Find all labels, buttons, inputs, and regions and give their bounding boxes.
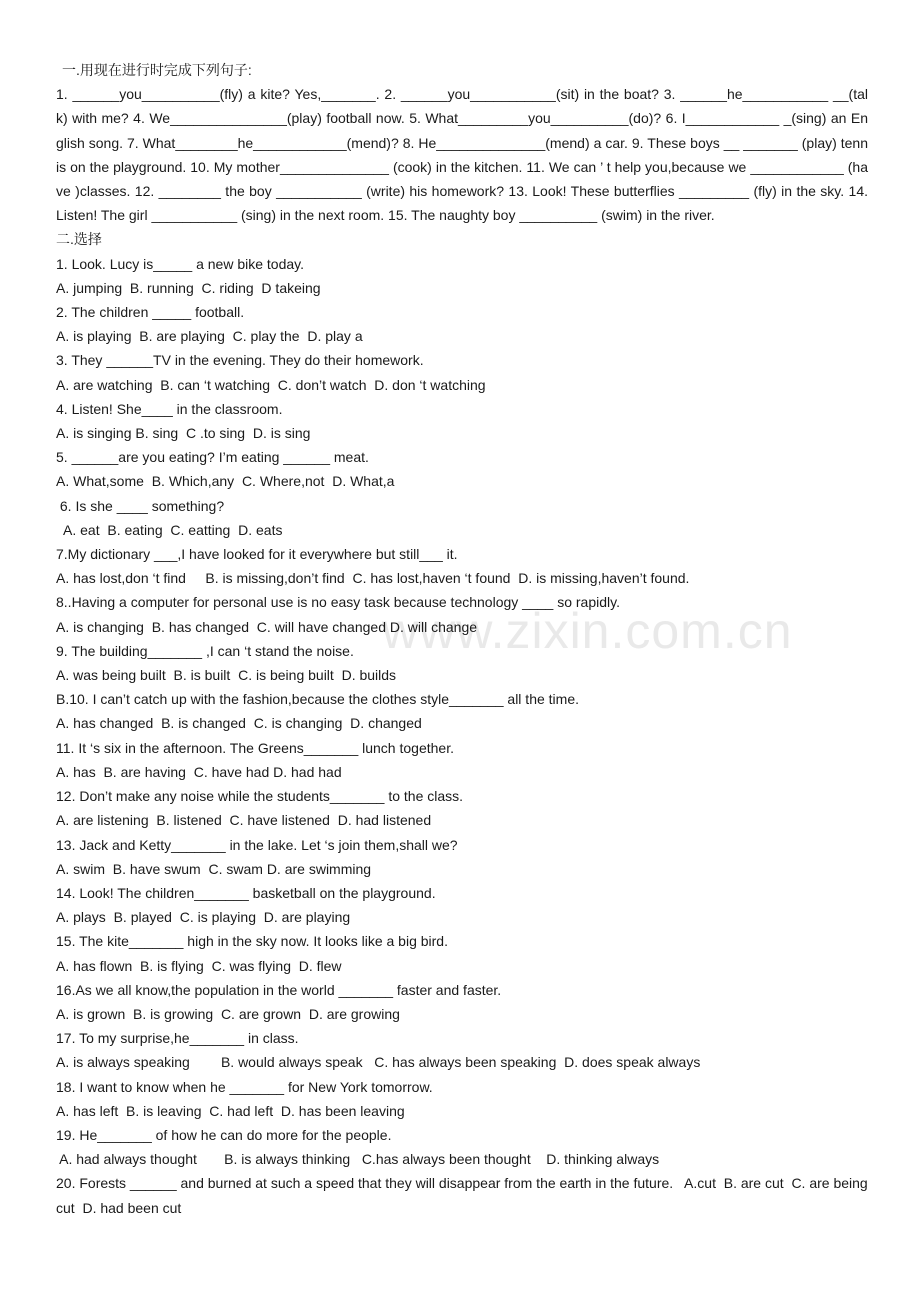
question-10-options: A. has changed B. is changed C. is changing D. changed [56, 715, 422, 732]
question-1: 1. Look. Lucy is_____ a new bike today. [56, 255, 305, 272]
question-6-options: A. eat B. eating C. eatting D. eats [56, 521, 283, 538]
question-4-options: A. is singing B. sing C .to sing D. is sing [56, 425, 311, 442]
section-2-title: 二.选择 [56, 231, 102, 248]
question-12-options: A. are listening B. listened C. have listened D. had listened [56, 812, 432, 829]
question-2: 2. The children _____ football. [56, 304, 245, 321]
question-12: 12. Don’t make any noise while the students_______ to the class. [56, 788, 464, 805]
question-3-options: A. are watching B. can ‘t watching C. don’t watch D. don ‘t watching [56, 376, 486, 393]
question-5: 5. ______are you eating? I’m eating ______ meat. [56, 449, 369, 466]
worksheet [56, 58, 872, 1220]
question-17: 17. To my surprise,he_______ in class. [56, 1030, 299, 1047]
question-16: 16.As we all know,the population in the world _______ faster and faster. [56, 981, 502, 998]
question-20-with-options: 20. Forests ______ and burned at such a speed that they will disappear from the earth in the future. A.cut B. are cut C. are being cut D. had been cut [56, 1175, 872, 1216]
question-4: 4. Listen! She____ in the classroom. [56, 400, 283, 417]
watermark: www.zixin.com.cn [382, 603, 793, 659]
question-15-options: A. has flown B. is flying C. was flying D. flew [56, 957, 342, 974]
question-7-options: A. has lost,don ‘t find B. is missing,don’t find C. has lost,haven ‘t found D. is missing,haven’t found. [56, 570, 690, 587]
question-8-options: A. is changing B. has changed C. will have changed D. will change [56, 618, 478, 635]
question-11-options: A. has B. are having C. have had D. had had [56, 763, 342, 780]
question-14: 14. Look! The children_______ basketball on the playground. [56, 884, 436, 901]
question-1-options: A. jumping B. running C. riding D takeing [56, 279, 321, 296]
question-19-options: A. had always thought B. is always thinking C.has always been thought D. thinking always [56, 1151, 660, 1168]
question-19: 19. He_______ of how he can do more for the people. [56, 1126, 392, 1143]
question-16-options: A. is grown B. is growing C. are grown D. are growing [56, 1005, 400, 1022]
question-13-options: A. swim B. have swum C. swam D. are swimming [56, 860, 372, 877]
section-2-questions [56, 252, 872, 1220]
section-1-sentences: 1. ______you__________(fly) a kite? Yes,_______. 2. ______you___________(sit) in the boat? 3. ______he___________ __(talk) with me? 4. We_______________(play) football now. 5. What_________you__________(do)? 6. I____________ _(sing) an English song. 7. What________he____________(mend)? 8. He______________(mend) a car. 9. These boys __ _______ (play) tennis on the playground. 10. My mother______________ (cook) in the kitchen. 11. We can ’ t help you,because we ____________ (have )classes. 12. ________ the boy ___________ (write) his homework? 13. Look! These butterflies _________ (fly) in the sky. 14. Listen! The girl ___________ (sing) in the next room. 15. The naughty boy __________ (swim) in the river. [56, 86, 868, 224]
question-9: 9. The building_______ ,I can ‘t stand the noise. [56, 642, 354, 659]
question-13: 13. Jack and Ketty_______ in the lake. Let ‘s join them,shall we? [56, 836, 458, 853]
question-10: B.10. I can’t catch up with the fashion,because the clothes style_______ all the time. [56, 691, 579, 708]
question-14-options: A. plays B. played C. is playing D. are playing [56, 909, 351, 926]
question-8: 8..Having a computer for personal use is no easy task because technology ____ so rapidly. [56, 594, 620, 611]
question-17-options: A. is always speaking B. would always speak C. has always been speaking D. does speak always [56, 1054, 701, 1071]
question-7: 7.My dictionary ___,I have looked for it everywhere but still___ it. [56, 546, 458, 563]
question-18-options: A. has left B. is leaving C. had left D. has been leaving [56, 1102, 405, 1119]
question-2-options: A. is playing B. are playing C. play the D. play a [56, 328, 363, 345]
question-9-options: A. was being built B. is built C. is being built D. builds [56, 667, 397, 684]
question-5-options: A. What,some B. Which,any C. Where,not D. What,a [56, 473, 395, 490]
question-15: 15. The kite_______ high in the sky now. It looks like a big bird. [56, 933, 448, 950]
question-6: 6. Is she ____ something? [56, 497, 225, 514]
question-11: 11. It ‘s six in the afternoon. The Greens_______ lunch together. [56, 739, 454, 756]
question-18: 18. I want to know when he _______ for New York tomorrow. [56, 1078, 433, 1095]
question-3: 3. They ______TV in the evening. They do their homework. [56, 352, 424, 369]
section-1-title: 一.用现在进行时完成下列句子: [62, 62, 252, 78]
